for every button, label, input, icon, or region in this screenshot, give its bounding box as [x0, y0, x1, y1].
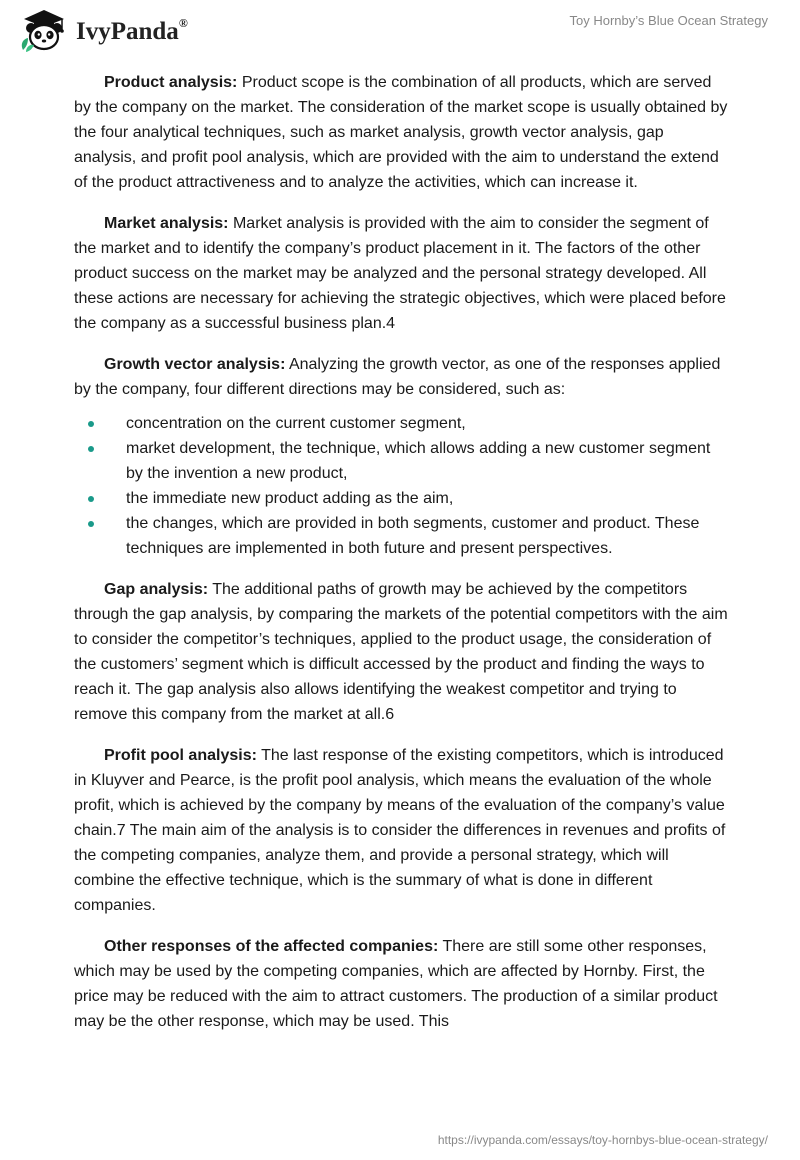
brand-name: IvyPanda®	[76, 16, 188, 45]
paragraph-text: The additional paths of growth may be achieved by the competitors through the gap analysis, by comparing the markets of the potential competitors with the aim to consider the competitor’s techniques, applied to the product usage, the consideration of the customers’ segment which is difficult accessed by the product and finding the ways to reach it. The gap analysis also allows identifying the weakest competitor and trying to remove this company from the market at all.6	[74, 581, 728, 723]
registered-mark: ®	[178, 16, 188, 30]
list-item: concentration on the current customer segment,	[74, 411, 729, 436]
panda-logo-icon	[14, 6, 74, 54]
paragraph-other-responses	[74, 934, 729, 1034]
section-heading: Gap analysis:	[104, 581, 209, 598]
section-heading: Other responses of the affected companies:	[104, 938, 439, 955]
paragraph-profit-pool-analysis	[74, 743, 729, 918]
list-item: the immediate new product adding as the aim,	[74, 486, 729, 511]
essay-body	[74, 70, 729, 1050]
source-url-link[interactable]: https://ivypanda.com/essays/toy-hornbys-blue-ocean-strategy/	[437, 1133, 768, 1147]
paragraph-text: Analyzing the growth vector, as one of the responses applied by the company, four different directions may be considered, such as:	[74, 356, 721, 398]
list-item: market development, the technique, which allows adding a new customer segment by the invention a new product,	[74, 436, 729, 486]
paragraph-text: The last response of the existing competitors, which is introduced in Kluyver and Pearce, is the profit pool analysis, which means the evaluation of the whole profit, which is achieved by the company by means of the evaluation of the company’s value chain.7 The main aim of the analysis is to consider the differences in revenues and profits of the competing companies, analyze them, and provide a personal strategy, which will combine the effective technique, which is the summary of what is done in different companies.	[74, 747, 726, 914]
section-heading: Product analysis:	[104, 74, 238, 91]
section-heading: Profit pool analysis:	[104, 747, 257, 764]
list-item: the changes, which are provided in both segments, customer and product. These techniques are implemented in both future and present perspectives.	[74, 511, 729, 561]
paragraph-text: Product scope is the combination of all products, which are served by the company on the market. The consideration of the market scope is usually obtained by the four analytical techniques, such as market analysis, growth vector analysis, gap analysis, and profit pool analysis, which are provided with the aim to understand the extend of the product attractiveness and to analyze the activities, which can increase it.	[74, 74, 728, 191]
paragraph-product-analysis	[74, 70, 729, 195]
bullet-icon	[88, 446, 94, 452]
section-heading: Market analysis:	[104, 215, 229, 232]
document-title: Toy Hornby’s Blue Ocean Strategy	[569, 13, 768, 28]
paragraph-text: There are still some other responses, which may be used by the competing companies, which are affected by Hornby. First, the price may be reduced with the aim to attract customers. The production of a similar product may be the other response, which may be used. This	[74, 938, 718, 1030]
bullet-icon	[88, 496, 94, 502]
page-header	[0, 0, 800, 70]
brand-logo[interactable]	[14, 6, 188, 54]
bullet-icon	[88, 521, 94, 527]
growth-directions-list	[74, 411, 729, 561]
section-heading: Growth vector analysis:	[104, 356, 286, 373]
paragraph-gap-analysis	[74, 577, 729, 727]
paragraph-growth-vector-analysis	[74, 352, 729, 402]
paragraph-text: Market analysis is provided with the aim to consider the segment of the market and to identify the company’s product placement in it. The factors of the other product success on the market may be analyzed and the personal strategy developed. All these actions are necessary for achieving the strategic objectives, which were placed before the company as a successful business plan.4	[74, 215, 726, 332]
paragraph-market-analysis	[74, 211, 729, 336]
bullet-icon	[88, 421, 94, 427]
